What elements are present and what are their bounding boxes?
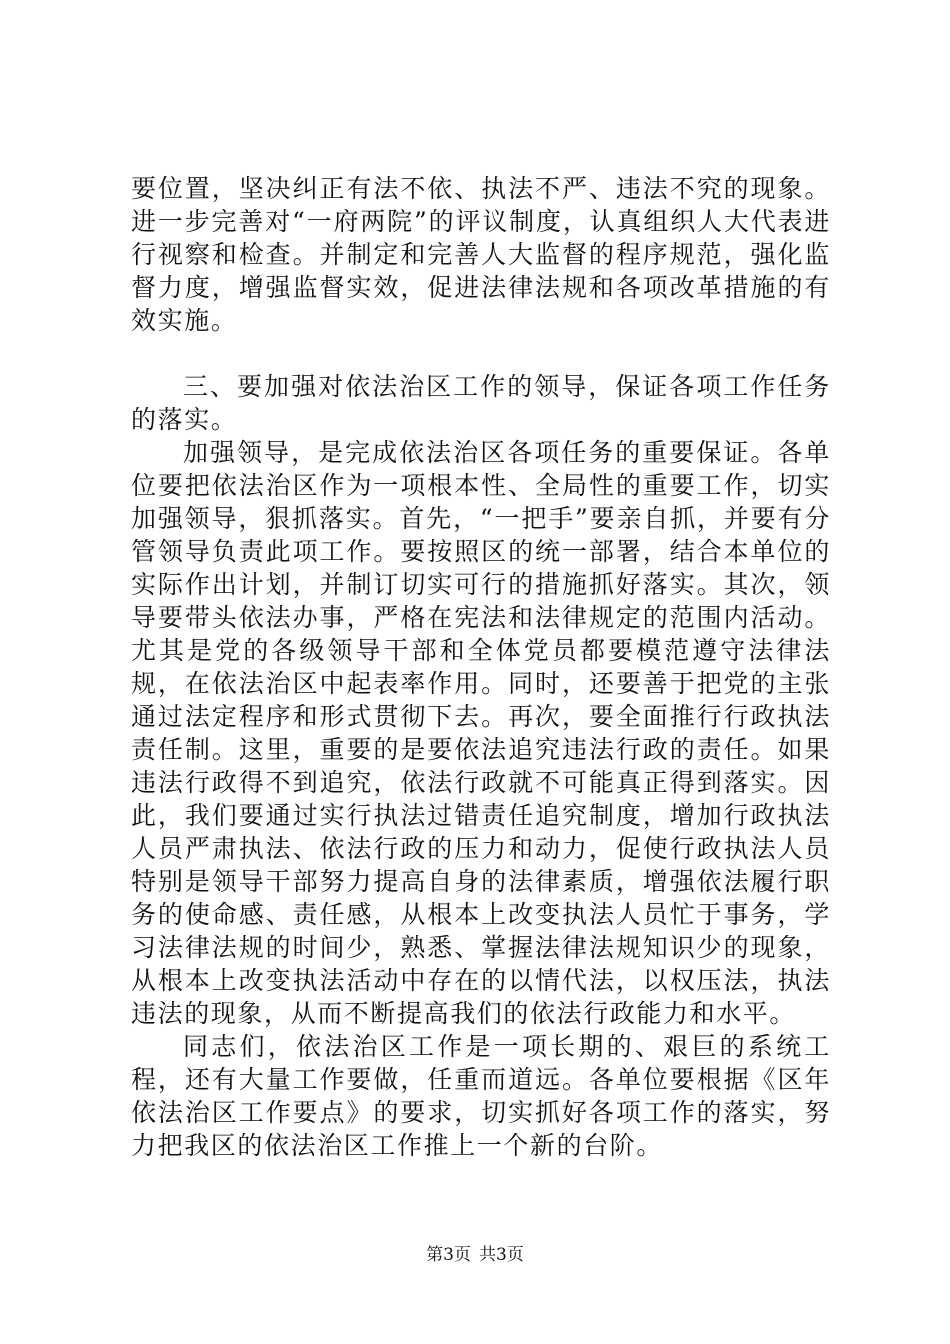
section-heading: 三、要加强对依法治区工作的领导，保证各项工作任务的落实。 [131,372,831,434]
paragraph-closing: 同志们，依法治区工作是一项长期的、艰巨的系统工程，还有大量工作要做，任重而道远。各单位要根据《区年依法治区工作要点》的要求，切实抓好各项工作的落实，努力把我区的依法治区工作推上一个新的台阶。 [131,1032,831,1160]
page-footer [0,1244,950,1266]
page-total: 共3页 [479,1245,524,1265]
paragraph-leadership: 加强领导，是完成依法治区各项任务的重要保证。各单位要把依法治区作为一项根本性、全局性的重要工作，切实加强领导，狠抓落实。首先，“一把手”要亲自抓，并要有分管领导负责此项工作。要按照区的统一部署，结合本单位的实际作出计划，并制订切实可行的措施抓好落实。其次，领导要带头依法办事，严格在宪法和法律规定的范围内活动。尤其是党的各级领导干部和全体党员都要模范遵守法律法规，在依法治区中起表率作用。同时，还要善于把党的主张通过法定程序和形式贯彻下去。再次，要全面推行行政执法责任制。这里，重要的是要依法追究违法行政的责任。如果违法行政得不到追究，依法行政就不可能真正得到落实。因此，我们要通过实行执法过错责任追究制度，增加行政执法人员严肃执法、依法行政的压力和动力，促使行政执法人员特别是领导干部努力提高自身的法律素质，增强依法履行职务的使命感、责任感，从根本上改变执法人员忙于事务，学习法律法规的时间少，熟悉、掌握法律法规知识少的现象，从根本上改变执法活动中存在的以情代法，以权压法，执法违法的现象，从而不断提高我们的依法行政能力和水平。 [131,438,831,1028]
page-number: 第3页 [426,1245,471,1265]
paragraph-continuation: 要位置，坚决纠正有法不依、执法不严、违法不究的现象。进一步完善对“一府两院”的评议制度，认真组织人大代表进行视察和检查。并制定和完善人大监督的程序规范，强化监督力度，增强监督实效，促进法律法规和各项改革措施的有效实施。 [131,174,831,335]
document-body [131,172,831,1162]
